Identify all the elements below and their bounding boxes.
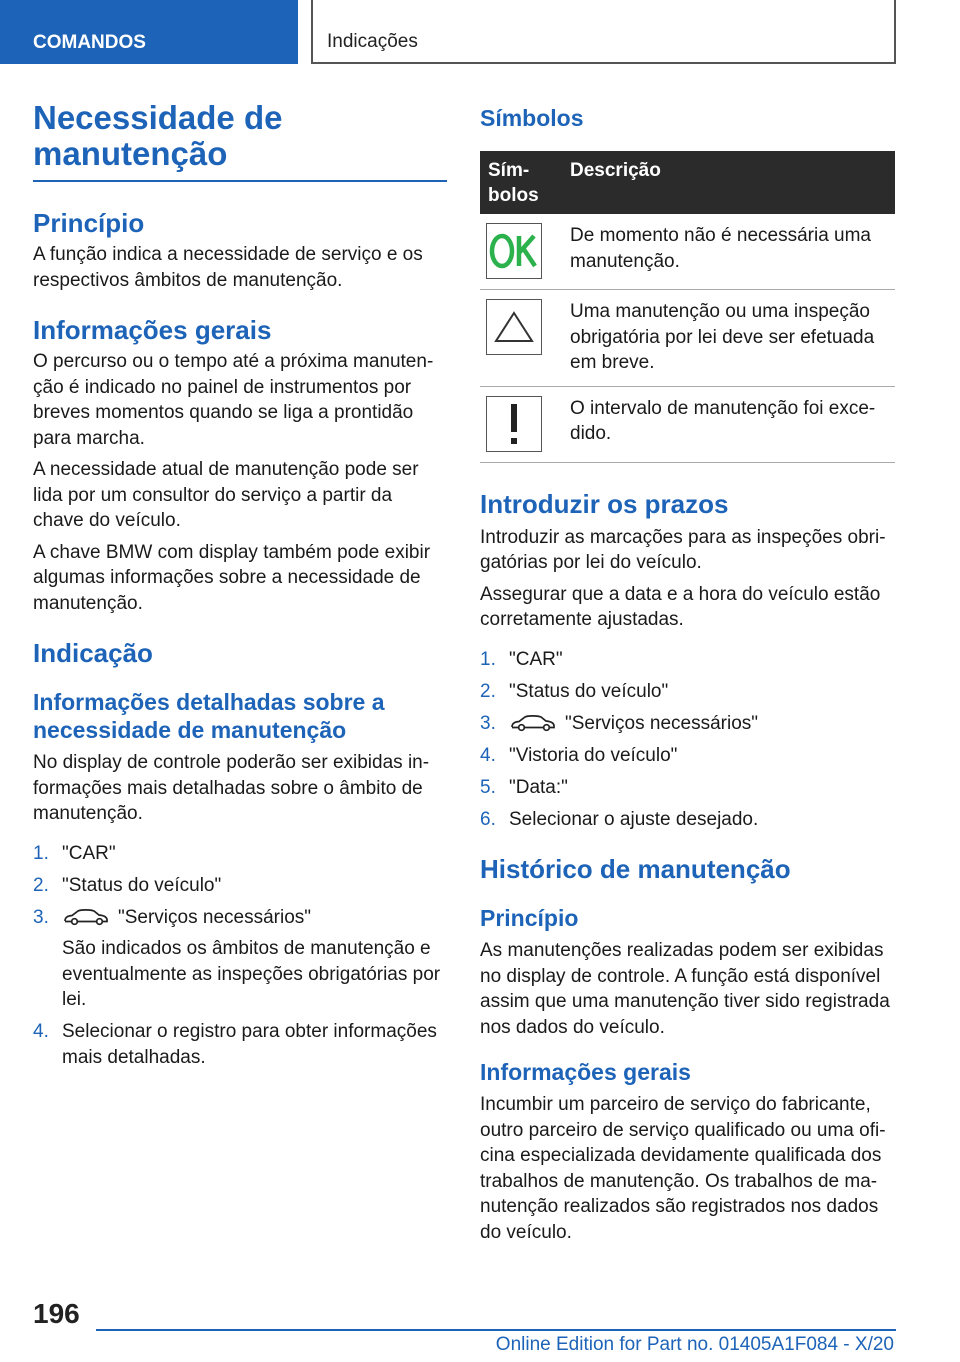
list-item: 4. "Vistoria do veículo" (480, 744, 678, 766)
footer-divider (96, 1329, 896, 1331)
heading-simbolos: Símbolos (480, 105, 584, 131)
table-row (480, 290, 895, 387)
symbol-description: O intervalo de manutenção foi excedido. (562, 386, 895, 462)
car-icon (509, 713, 557, 733)
section-label: COMANDOS (33, 32, 146, 53)
symbol-description: De momento não é necessária uma manutenção. (562, 214, 895, 290)
list-item: 4. Selecionar o registro para obter informações mais detalhadas. (33, 1021, 437, 1068)
left-column (33, 100, 447, 1077)
info-gerais-p3: A chave BMW com display também pode exibir algumas informações sobre a necessidade de manutenção. (33, 541, 431, 614)
topic-tab (311, 0, 896, 64)
topic-label: Indicações (327, 31, 418, 52)
list-item: 3. "Serviços necessários" (480, 712, 759, 734)
table-row (480, 386, 895, 462)
indicacao-steps (33, 841, 447, 1071)
col-description-header: Descrição (562, 151, 895, 214)
ok-icon (486, 223, 542, 279)
car-icon (62, 907, 110, 927)
list-item: 2. "Status do veículo" (480, 680, 669, 702)
section-tab (0, 0, 298, 64)
symbols-table (480, 151, 895, 463)
step-note: São indicados os âmbitos de manutenção e eventualmente as inspeções obrigatórias por lei. (62, 938, 441, 1010)
page-title (33, 100, 447, 182)
page-title-line1: Necessidade de (33, 99, 283, 136)
heading-historico-info: Informações gerais (480, 1059, 691, 1085)
prazos-steps (480, 647, 895, 833)
info-gerais-p2: A necessidade atual de manutenção pode ser lida por um consultor do serviço a partir da chave do veículo. (33, 459, 419, 531)
right-column (480, 100, 895, 1251)
page-number: 196 (33, 1298, 80, 1329)
heading-informacoes-gerais: Informações gerais (33, 315, 272, 345)
historico-info-text: Incumbir um parceiro de serviço do fabricante, outro parceiro de serviço qualificado ou uma oficina especializada devidamente qualificada dos trabalhos de manutenção. Os trabalhos de manutenção realizados são registrados nos dados do veículo. (480, 1094, 886, 1243)
exclamation-icon (486, 396, 542, 452)
col-symbol-header: Símbolos (480, 151, 562, 214)
list-item: 6. Selecionar o ajuste desejado. (480, 808, 759, 830)
table-row (480, 214, 895, 290)
list-item: 2. "Status do veículo" (33, 874, 222, 896)
subheading-informacoes-detalhadas: Informações detalhadas sobre a necessidade de manutenção (33, 689, 385, 743)
heading-historico-principio: Princípio (480, 905, 579, 931)
list-item: 1. "CAR" (480, 648, 563, 670)
footer-edition: Online Edition for Part no. 01405A1F084 - X/20 (495, 1334, 894, 1355)
prazos-p2: Assegurar que a data e a hora do veículo estão corretamente ajustadas. (480, 583, 881, 630)
list-item: 1. "CAR" (33, 842, 116, 864)
indicacao-text: No display de controle poderão ser exibidas informações mais detalhadas sobre o âmbito de manutenção. (33, 752, 430, 824)
page-title-line2: manutenção (33, 135, 228, 172)
heading-historico-manutencao: Histórico de manutenção (480, 854, 791, 884)
heading-indicacao: Indicação (33, 638, 153, 668)
principio-text: A função indica a necessidade de serviço e os respectivos âmbitos de manutenção. (33, 244, 423, 291)
historico-principio-text: As manutenções realizadas podem ser exibidas no display de controle. A função está disponível assim que uma manutenção tiver sido registrada nos dados do veículo. (480, 940, 890, 1038)
warning-triangle-icon (486, 299, 542, 355)
heading-introduzir-prazos: Introduzir os prazos (480, 488, 729, 519)
table-header-row (480, 151, 895, 214)
list-item: 3. "Serviços necessários" São indicados os âmbitos de manutenção e eventualmente as inspeções obrigatórias por lei. (33, 905, 447, 1013)
list-item: 5. "Data:" (480, 776, 568, 798)
symbol-description: Uma manutenção ou uma inspeção obrigatória por lei deve ser efetuada em breve. (562, 290, 895, 387)
info-gerais-p1: O percurso ou o tempo até a próxima manutenção é indicado no painel de instrumentos por breves momentos quando se liga a prontidão para marcha. (33, 351, 434, 449)
heading-principio: Princípio (33, 208, 145, 238)
prazos-p1: Introduzir as marcações para as inspeções obrigatórias por lei do veículo. (480, 526, 886, 573)
